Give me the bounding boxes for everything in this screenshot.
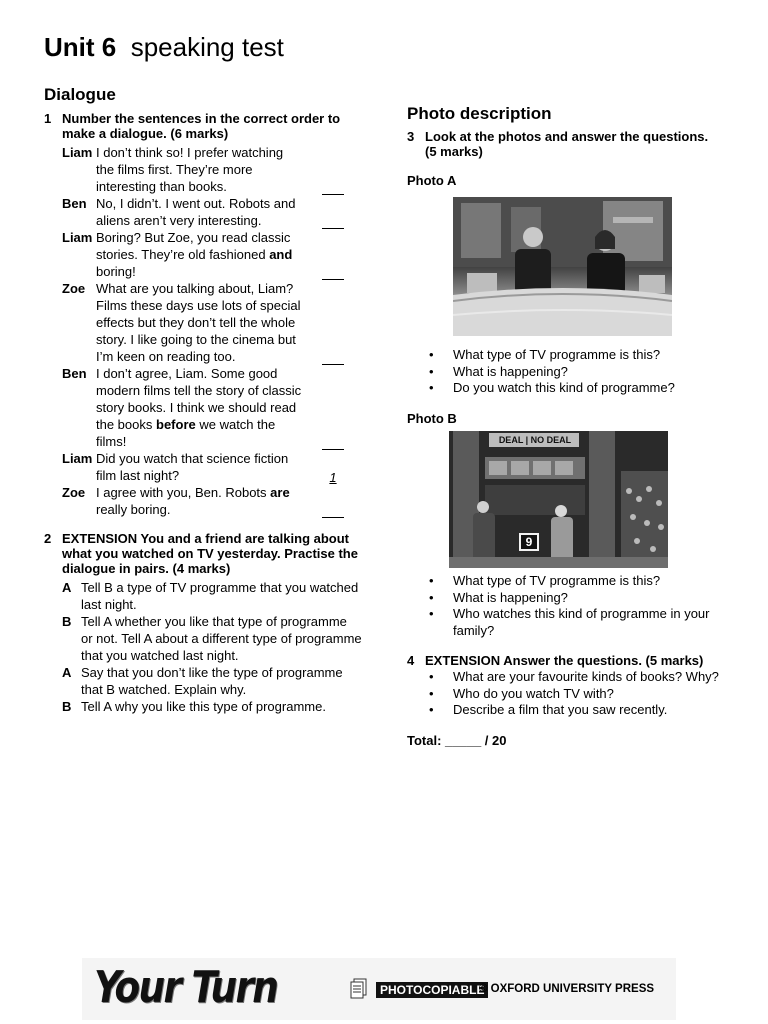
dialogue-text: [96, 365, 304, 450]
bullet-question: [429, 380, 719, 397]
game-show-illustration: [449, 431, 668, 568]
role-play-text: Tell A whether you like that type of programme or not. Tell A about a different type of programme that you watched last night.: [81, 614, 362, 663]
dialogue-text-part: I agree with you, Ben. Robots: [96, 485, 271, 500]
question-4-list: [429, 669, 729, 719]
question-2: [44, 531, 362, 576]
question-text: What are your favourite kinds of books? Why?: [453, 669, 719, 684]
answer-blank: [322, 437, 344, 450]
photo-a-image: [453, 197, 672, 336]
news-studio-illustration: [453, 197, 672, 336]
bullet-icon: •: [429, 606, 434, 621]
question-text: Do you watch this kind of programme?: [453, 380, 675, 395]
footer: [82, 958, 676, 1020]
question-3: [407, 129, 717, 159]
photo-description-heading: Photo description: [407, 104, 552, 123]
unit-number: Unit 6: [44, 32, 117, 62]
photo-a-label: Photo A: [407, 173, 457, 188]
question-text: What type of TV programme is this?: [453, 573, 661, 588]
bullet-icon: •: [429, 347, 434, 362]
speaker-name: Zoe: [62, 485, 86, 500]
dialogue-text-part: Did you watch that science fiction film last night?: [96, 451, 289, 483]
question-4-number: 4: [407, 653, 415, 668]
dialogue-heading: Dialogue: [44, 85, 116, 104]
dialogue-line: [62, 484, 352, 518]
question-2-number: 2: [44, 531, 52, 546]
dialogue-lines: [62, 144, 352, 518]
speaker-name: Ben: [62, 366, 87, 381]
dialogue-text: [96, 144, 304, 195]
bullet-question: [429, 347, 719, 364]
question-1-text: Number the sentences in the correct order to make a dialogue. (6 marks): [62, 111, 341, 141]
speaker-name: Ben: [62, 196, 87, 211]
role-play-item: [62, 664, 362, 698]
bullet-icon: •: [429, 573, 434, 588]
bullet-question: [429, 686, 729, 703]
question-1: [44, 111, 344, 141]
question-1-number: 1: [44, 111, 52, 126]
speaker-name: Liam: [62, 145, 93, 160]
dialogue-text-part: and: [269, 247, 293, 262]
speaker-name: Zoe: [62, 281, 86, 296]
bullet-question: [429, 364, 719, 381]
dialogue-line: [62, 144, 352, 195]
unit-subtitle: speaking test: [130, 32, 284, 62]
question-3-text: Look at the photos and answer the questions. (5 marks): [425, 129, 709, 159]
bullet-icon: •: [429, 702, 434, 717]
photocopiable-badge: PHOTOCOPIABLE: [376, 982, 488, 998]
total-score: Total: _____ / 20: [407, 733, 507, 748]
role-play-text: Say that you don’t like the type of programme that B watched. Explain why.: [81, 665, 343, 697]
role-play-item: [62, 579, 362, 613]
dialogue-text-part: really boring.: [96, 502, 171, 517]
dialogue-text: [96, 484, 304, 518]
dialogue-text-part: Boring? But Zoe, you read classic stories. They’re old fashioned: [96, 230, 291, 262]
dialogue-text-part: What are you talking about, Liam? Films these days use lots of special effects but they don’t tell the whole story. I like going to the cinema but I’m keen on reading too.: [96, 281, 301, 364]
podium-number: 9: [525, 535, 533, 549]
bullet-icon: •: [429, 589, 434, 605]
game-show-sign: DEAL | NO DEAL: [498, 435, 572, 445]
dialogue-text-part: No, I didn’t. I went out. Robots and aliens aren’t very interesting.: [96, 196, 296, 228]
role-letter: B: [62, 614, 72, 629]
role-letter: B: [62, 699, 72, 714]
bullet-icon: •: [429, 685, 434, 701]
role-play-item: [62, 613, 362, 664]
answer-blank: [322, 505, 344, 518]
dialogue-text: [96, 280, 304, 365]
question-text: Who watches this kind of programme in your family?: [453, 606, 710, 638]
dialogue-text: [96, 195, 304, 229]
photo-b-label: Photo B: [407, 411, 457, 426]
question-2-text: EXTENSION You and a friend are talking about what you watched on TV yesterday. Practise the dialogue in pairs. (4 marks): [62, 531, 358, 576]
publisher-credit: © OXFORD UNIVERSITY PRESS: [479, 983, 655, 995]
bullet-icon: •: [429, 669, 434, 684]
photo-b-questions: [429, 573, 719, 639]
dialogue-line: [62, 195, 352, 229]
role-play-text: Tell B a type of TV programme that you watched last night.: [81, 580, 359, 612]
question-4: [407, 653, 727, 668]
bullet-question: [429, 590, 719, 607]
bullet-question: [429, 669, 729, 686]
photocopy-icon: [350, 978, 368, 1000]
bullet-question: [429, 606, 719, 639]
bullet-icon: •: [429, 380, 434, 395]
answer-blank: [322, 216, 344, 229]
answer-blank: [322, 267, 344, 280]
speaker-name: Liam: [62, 451, 93, 466]
role-play-text: Tell A why you like this type of programme.: [81, 699, 326, 714]
dialogue-text: [96, 229, 304, 280]
question-text: What is happening?: [453, 589, 568, 605]
question-text: What type of TV programme is this?: [453, 347, 661, 362]
dialogue-line: [62, 365, 352, 450]
role-letter: A: [62, 665, 72, 680]
dialogue-text-part: I don’t agree, Liam. Some good modern films tell the story of classic story books. I think we should read the books: [96, 366, 302, 432]
dialogue-text-part: boring!: [96, 264, 136, 279]
photo-a-questions: [429, 347, 719, 397]
dialogue-text: [96, 450, 304, 484]
dialogue-line: [62, 280, 352, 365]
answer-blank: [322, 182, 344, 195]
bullet-question: [429, 702, 729, 719]
your-turn-logo: Your Turn: [94, 962, 278, 1013]
dialogue-text-part: are: [270, 485, 290, 500]
dialogue-text-part: I don’t think so! I prefer watching the films first. They’re more interesting than books.: [96, 145, 284, 194]
role-play-item: [62, 698, 362, 715]
dialogue-line: [62, 450, 352, 484]
role-play-list: [62, 579, 362, 715]
question-text: Describe a film that you saw recently.: [453, 702, 668, 717]
question-text: What is happening?: [453, 363, 568, 379]
role-letter: A: [62, 580, 72, 595]
question-text: Who do you watch TV with?: [453, 685, 614, 701]
bullet-icon: •: [429, 363, 434, 379]
answer-blank: [322, 352, 344, 365]
speaker-name: Liam: [62, 230, 93, 245]
dialogue-text-part: before: [156, 417, 196, 432]
page-title: [44, 32, 284, 63]
answer-blank: 1: [329, 470, 337, 485]
bullet-question: [429, 573, 719, 590]
dialogue-line: [62, 229, 352, 280]
question-3-number: 3: [407, 129, 415, 144]
dialogue-text-part: we watch the films!: [96, 417, 276, 449]
question-4-text: EXTENSION Answer the questions. (5 marks): [425, 653, 704, 668]
photo-b-image: [449, 431, 668, 568]
